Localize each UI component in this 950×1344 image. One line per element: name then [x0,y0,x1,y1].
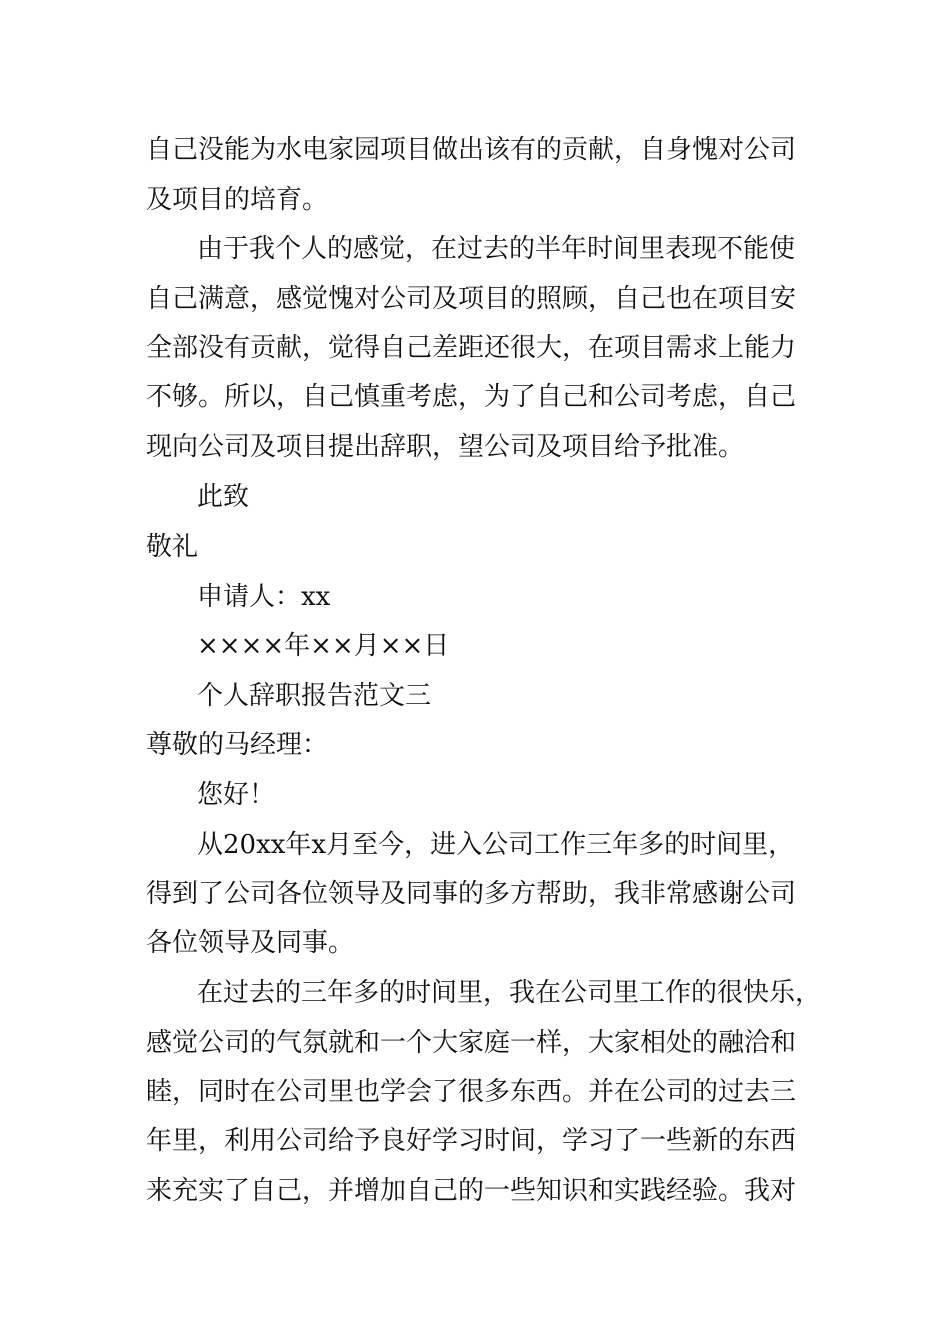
text-line: 睦，同时在公司里也学会了很多东西。并在公司的过去三 [146,1077,797,1107]
text-line: 各位领导及同事。 [146,928,355,958]
text-line: 现向公司及项目提出辞职，望公司及项目给予批准。 [146,432,745,462]
text-line: 及项目的培育。 [146,185,329,215]
letter-greeting: 尊敬的马经理： [146,730,329,760]
text-line: 全部没有贡献，觉得自己差距还很大，在项目需求上能力 [146,333,797,363]
text-line: 自己满意，感觉愧对公司及项目的照顾，自己也在项目安 [146,284,797,314]
paragraph-start-line: 从20xx年x月至今，进入公司工作三年多的时间里， [197,830,795,860]
letter-hello: 您好！ [197,780,276,810]
text-line: 得到了公司各位领导及同事的多方帮助，我非常感谢公司 [146,879,797,909]
text-line: 年里，利用公司给予良好学习时间，学习了一些新的东西 [146,1126,797,1156]
date-line: ××××年××月××日 [197,631,450,661]
section-title: 个人辞职报告范文三 [197,681,432,711]
closing-salutation: 此致 [197,482,250,512]
text-line: 不够。所以，自己慎重考虑，为了自己和公司考虑，自己 [146,382,797,412]
closing-regards: 敬礼 [146,532,199,562]
text-line: 自己没能为水电家园项目做出该有的贡献，自身愧对公司 [146,135,797,165]
paragraph-start-line: 在过去的三年多的时间里，我在公司里工作的很快乐， [197,978,822,1008]
text-line: 来充实了自己，并增加自己的一些知识和实践经验。我对 [146,1176,797,1206]
text-line: 感觉公司的气氛就和一个大家庭一样，大家相处的融洽和 [146,1028,797,1058]
paragraph-start-line: 由于我个人的感觉，在过去的半年时间里表现不能使 [197,234,796,264]
applicant-signature: 申请人：xx [197,582,331,612]
